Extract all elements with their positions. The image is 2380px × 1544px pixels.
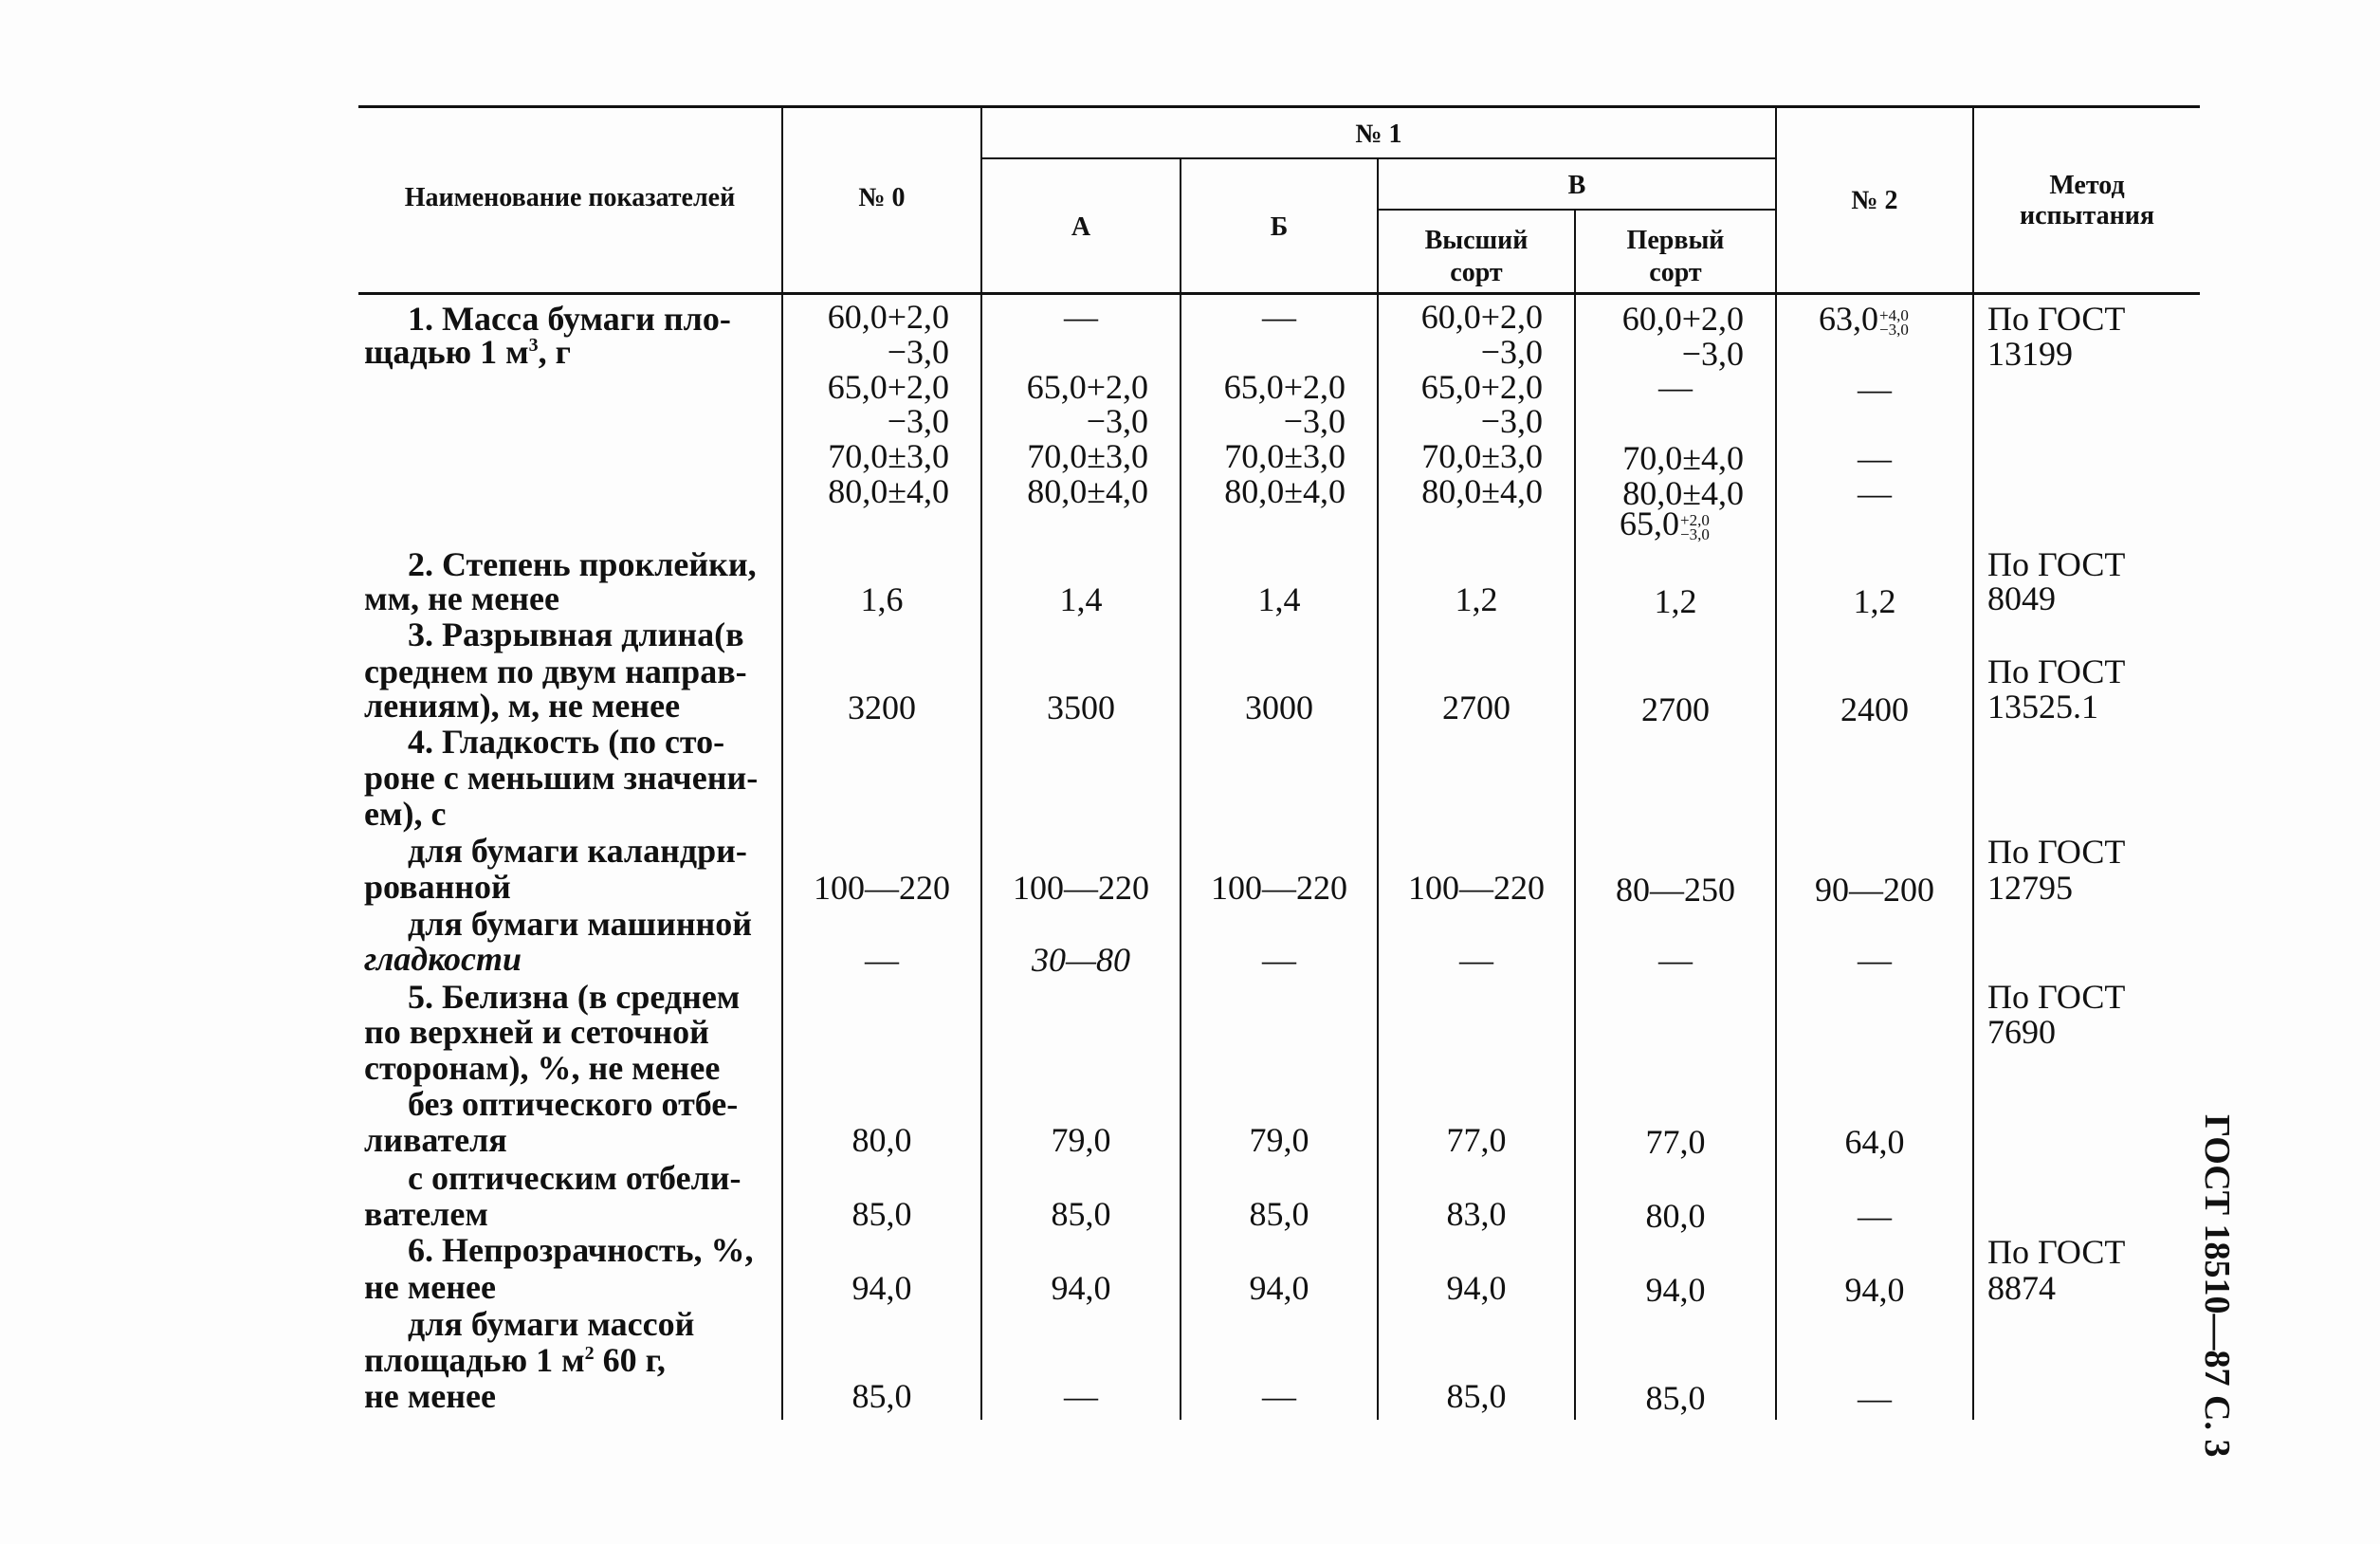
row1-first-value: −3,0 [1681, 335, 1744, 373]
row1-n0-value: 60,0+2,0 [827, 298, 949, 336]
row1-a-value: −3,0 [1086, 402, 1148, 440]
row4-sub1-value: 100—220 [814, 869, 950, 907]
row4-sub1-value: 90—200 [1815, 871, 1934, 909]
row4-method-2: 12795 [1987, 869, 2073, 907]
header-a: А [1071, 212, 1091, 242]
row4-sub1-value: 80—250 [1616, 871, 1735, 909]
row6-sub1-value: — [1858, 1379, 1892, 1417]
row4-sub2-value: — [1262, 941, 1296, 979]
row5-sub2-value: 83,0 [1446, 1195, 1507, 1233]
row1-method-2: 13199 [1987, 335, 2073, 373]
row1-b-value: — [1262, 298, 1296, 336]
row4-name-line1: 4. Гладкость (по сто- [408, 723, 725, 761]
row1-b-value: 70,0±3,0 [1224, 437, 1346, 475]
row1-a-value: 65,0+2,0 [1026, 368, 1148, 406]
row4-method-1: По ГОСТ [1987, 833, 2126, 871]
col-divider [1972, 105, 1974, 1420]
row3-value: 2700 [1641, 690, 1710, 728]
row2-name-line2: мм, не менее [364, 579, 559, 617]
header-n0: № 0 [858, 183, 906, 212]
header-b: Б [1270, 212, 1289, 242]
row6-value: 94,0 [1645, 1271, 1706, 1309]
row2-method-2: 8049 [1987, 579, 2056, 617]
row3-value: 3200 [848, 689, 916, 726]
row3-method-1: По ГОСТ [1987, 653, 2126, 690]
row2-value: 1,2 [1455, 580, 1498, 618]
row1-n2-value: — [1858, 439, 1892, 477]
row4-sub1-value: 100—220 [1013, 869, 1149, 907]
row5-sub1-value: 77,0 [1645, 1123, 1706, 1161]
row1-a-value: 70,0±3,0 [1027, 437, 1148, 475]
header-highest-grade-1: Высший [1424, 226, 1529, 255]
row1-b-value: 80,0±4,0 [1224, 472, 1346, 510]
row5-method-1: По ГОСТ [1987, 978, 2126, 1016]
header-n2: № 2 [1851, 186, 1898, 215]
header-first-grade-2: сорт [1649, 258, 1702, 287]
row2-value: 1,2 [1853, 582, 1896, 620]
row6-sub1-line3: не менее [364, 1377, 496, 1415]
row6-value: 94,0 [1249, 1269, 1309, 1307]
page-side-label: ГОСТ 18510—87 С. 3 [2197, 1114, 2237, 1458]
row6-value: 94,0 [851, 1269, 912, 1307]
row1-n2-value-tolerance: 63,0 +4,0 −3,0 [1819, 300, 1909, 339]
row5-method-2: 7690 [1987, 1013, 2056, 1051]
row3-name-line1: 3. Разрывная длина(в [408, 616, 744, 653]
row3-value: 3500 [1047, 689, 1115, 726]
header-first-grade-1: Первый [1626, 226, 1725, 255]
table-top-rule [358, 105, 2200, 108]
row5-sub2-value: 80,0 [1645, 1197, 1706, 1235]
header-highest-grade-2: сорт [1450, 258, 1503, 287]
row5-sub1-value: 79,0 [1051, 1121, 1111, 1159]
row1-n0-value: −3,0 [887, 402, 949, 440]
row1-n0-value: 65,0+2,0 [827, 368, 949, 406]
row1-first-value: — [1658, 368, 1693, 406]
row1-a-value: 80,0±4,0 [1027, 472, 1148, 510]
row6-sub1-value: 85,0 [1446, 1377, 1507, 1415]
row4-sub1-line2: рованной [364, 868, 511, 906]
row6-method-1: По ГОСТ [1987, 1233, 2126, 1271]
row5-name-line3: сторонам), %, не менее [364, 1049, 721, 1087]
row2-value: 1,4 [1257, 580, 1301, 618]
header-method-2: испытания [2019, 201, 2155, 230]
row5-name-line2: по верхней и сеточной [364, 1013, 709, 1051]
row6-sub1-value: 85,0 [1645, 1379, 1706, 1417]
row4-sub2-value: — [1658, 941, 1693, 979]
row4-sub2-line1: для бумаги машинной [408, 905, 753, 943]
row4-sub2-value: — [1858, 941, 1892, 979]
row1-method-1: По ГОСТ [1987, 300, 2126, 338]
row1-n0-value: −3,0 [887, 333, 949, 371]
row2-value: 1,2 [1654, 582, 1697, 620]
row1-n2-value: — [1858, 370, 1892, 408]
row1-n0-value: 80,0±4,0 [828, 472, 949, 510]
row6-sub1-value: — [1064, 1377, 1098, 1415]
row4-sub2-value: 30—80 [1031, 941, 1130, 979]
row6-value: 94,0 [1051, 1269, 1111, 1307]
row3-value: 2700 [1442, 689, 1510, 726]
row5-sub1-value: 64,0 [1844, 1123, 1905, 1161]
row4-sub2-value: — [1459, 941, 1493, 979]
row2-value: 1,6 [860, 580, 904, 618]
row1-highest-value: 60,0+2,0 [1420, 298, 1543, 336]
row1-first-value: 70,0±4,0 [1622, 439, 1744, 477]
row1-first-value-tolerance: 65,0 +2,0 −3,0 [1620, 505, 1710, 543]
row5-sub2-value: 85,0 [1051, 1195, 1111, 1233]
row5-sub2-value: 85,0 [1249, 1195, 1309, 1233]
row1-highest-value: 65,0+2,0 [1420, 368, 1543, 406]
row4-name-line3: ем), с [364, 795, 447, 833]
row3-name-line3: лениям), м, не менее [364, 687, 681, 725]
row1-highest-value: 70,0±3,0 [1421, 437, 1543, 475]
row5-sub1-line2: ливателя [364, 1121, 507, 1159]
row1-name-line2: щадью 1 $м^3$, г [364, 333, 572, 371]
row1-a-value: — [1064, 298, 1098, 336]
row3-value: 2400 [1840, 690, 1909, 728]
row4-sub1-value: 100—220 [1408, 869, 1545, 907]
row2-value: 1,4 [1059, 580, 1103, 618]
row6-sub1-value: 85,0 [851, 1377, 912, 1415]
row5-sub2-value: — [1858, 1197, 1892, 1235]
row6-sub1-value: — [1262, 1377, 1296, 1415]
header-method-1: Метод [2049, 171, 2125, 200]
row1-name-line1: 1. Масса бумаги пло- [408, 300, 731, 338]
row1-highest-value: −3,0 [1480, 402, 1543, 440]
row4-sub2-line2: гладкости [364, 940, 522, 978]
v-span-rule [1377, 209, 1775, 211]
row1-n2-value: — [1858, 474, 1892, 512]
row4-sub2-value: — [865, 941, 899, 979]
row5-name-line1: 5. Белизна (в среднем [408, 978, 741, 1016]
row6-sub1-line2: площадью 1 $м^2$ 60 г, [364, 1341, 666, 1379]
row6-name-line1: 6. Непрозрачность, %, [408, 1231, 754, 1269]
row4-name-line2: роне с меньшим значени- [364, 759, 759, 797]
row1-first-value: 80,0±4,0 [1622, 474, 1744, 512]
row4-sub1-line1: для бумаги каландри- [408, 832, 747, 870]
row1-n0-value: 70,0±3,0 [828, 437, 949, 475]
row1-b-value: −3,0 [1283, 402, 1346, 440]
header-v: В [1567, 171, 1586, 200]
row6-value: 94,0 [1844, 1271, 1905, 1309]
row5-sub1-line1: без оптического отбе- [408, 1085, 739, 1123]
row5-sub2-line2: вателем [364, 1195, 488, 1233]
header-name: Наименование показателей [404, 183, 736, 212]
row3-method-2: 13525.1 [1987, 688, 2098, 726]
header-n1: № 1 [1355, 119, 1402, 149]
row6-sub1-line1: для бумаги массой [408, 1305, 695, 1343]
row1-b-value: 65,0+2,0 [1223, 368, 1346, 406]
row5-sub2-line1: с оптическим отбели- [408, 1159, 741, 1197]
row3-value: 3000 [1245, 689, 1313, 726]
header-bottom-rule [358, 292, 2200, 295]
row6-method-2: 8874 [1987, 1269, 2056, 1307]
row1-highest-value: 80,0±4,0 [1421, 472, 1543, 510]
row5-sub1-value: 79,0 [1249, 1121, 1309, 1159]
row6-value: 94,0 [1446, 1269, 1507, 1307]
row5-sub2-value: 85,0 [851, 1195, 912, 1233]
row6-name-line2: не менее [364, 1268, 496, 1306]
row2-name-line1: 2. Степень проклейки, [408, 545, 757, 583]
row1-highest-value: −3,0 [1480, 333, 1543, 371]
row2-method-1: По ГОСТ [1987, 545, 2126, 583]
row5-sub1-value: 80,0 [851, 1121, 912, 1159]
row5-sub1-value: 77,0 [1446, 1121, 1507, 1159]
row1-first-value: 60,0+2,0 [1621, 300, 1744, 338]
row3-name-line2: среднем по двум направ- [364, 653, 747, 690]
row4-sub1-value: 100—220 [1211, 869, 1347, 907]
